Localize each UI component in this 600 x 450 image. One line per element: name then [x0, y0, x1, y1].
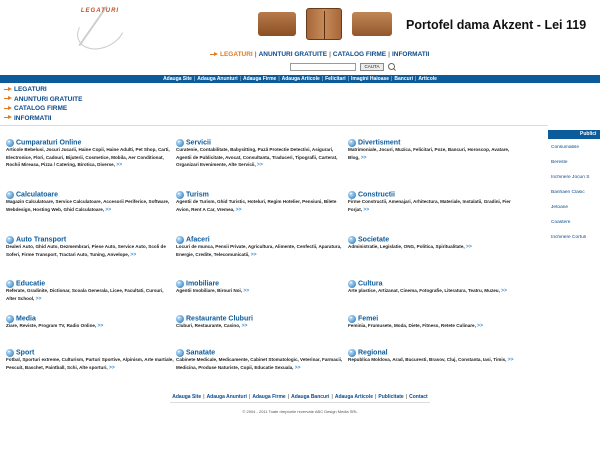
more-link[interactable]: >> — [465, 244, 472, 250]
category-title[interactable]: Servicii — [186, 139, 211, 147]
globe-icon — [348, 349, 356, 357]
globe-icon — [6, 236, 14, 244]
bluebar-adauga-articole[interactable]: Adauga Articole — [281, 76, 320, 82]
category-title[interactable]: Cultura — [358, 280, 383, 288]
separator: | — [248, 394, 251, 400]
globe-icon — [6, 280, 14, 288]
more-link[interactable]: >> — [477, 323, 484, 329]
more-link[interactable]: >> — [105, 206, 112, 213]
category-desc[interactable]: Agentii Imobiliare, Birouri Noi, — [176, 288, 243, 293]
globe-icon — [6, 139, 14, 147]
category-title[interactable]: Constructii — [358, 191, 395, 199]
separator: | — [347, 76, 349, 82]
globe-icon — [6, 349, 14, 357]
category-desc[interactable]: Magazin Calculatoare, Service Calculatoare, Accesorii Periferice, Software, Webdesign, Hosting Web, Ghid Calculatoare, — [6, 199, 170, 212]
globe-icon — [176, 280, 184, 288]
right-link[interactable]: Inchiriere Jocuri S — [551, 175, 590, 180]
separator: | — [278, 76, 280, 82]
arrow-icon — [210, 52, 219, 57]
globe-icon — [176, 315, 184, 323]
bluebar-bancuri[interactable]: Bancuri — [394, 76, 413, 82]
category-desc[interactable]: Administratie, Legislatie, ONG, Politica, Spiritualitate, — [348, 244, 465, 249]
globe-icon — [348, 191, 356, 199]
category-title[interactable]: Femei — [358, 315, 379, 323]
site-logo[interactable] — [70, 2, 130, 50]
more-link[interactable]: >> — [243, 288, 250, 294]
right-link[interactable]: Consumabile — [551, 145, 579, 150]
more-link[interactable]: >> — [235, 206, 242, 213]
topnav-informatii[interactable]: INFORMATII — [391, 51, 430, 58]
category-title[interactable]: Sport — [16, 349, 35, 357]
category-calculatoare — [6, 186, 174, 214]
search-input[interactable] — [290, 63, 356, 71]
bluebar-articole[interactable]: Articole — [418, 76, 437, 82]
separator: | — [321, 76, 324, 82]
separator: | — [391, 76, 393, 82]
leftnav-item-catalog[interactable] — [4, 105, 83, 115]
category-title[interactable]: Regional — [358, 349, 388, 357]
category-desc[interactable]: Curatenie, Contabilitate, Babysitting, Pază Protectie Detectivi, Asigurari, Agentii de Publicitate, Avocat, Consultanta, Traduceri, Tipografii, Carterat, Organizari Evenimente, Alte Servicii, — [176, 147, 338, 168]
category-afaceri — [176, 231, 344, 259]
category-desc[interactable]: Republica Moldova, Arad, Bucuresti, Brasov, Cluj, Constanta, Iasi, Timis, — [348, 357, 507, 362]
category-desc[interactable]: Fotbal, Sporturi extreme, Culturism, Parturi Sportive, Alpinism, Arte martiale, Pescuit, Baschet, Paintball, Schi, Alte sporturi, — [6, 357, 174, 370]
globe-icon — [6, 191, 14, 199]
category-desc[interactable]: Cabinete Medicale, Medicamente, Cabinet Stomatologic, Veterinar, Farmacii, Medicina, Produse Naturiste, Copii, Educatie Sexuala, — [176, 357, 343, 370]
right-column-list — [548, 145, 600, 241]
separator: | — [329, 51, 331, 58]
separator: | — [203, 394, 205, 400]
category-desc[interactable]: Agentii de Turism, Ghid Turistic, Hoteluri, Regim Hotelier, Pensiuni, Bilete Avion, Rent A Car, Vremea, — [176, 199, 337, 212]
category-restaurante — [176, 310, 344, 331]
search-icon[interactable] — [388, 63, 395, 70]
logo-text: LEGATURI — [80, 8, 120, 14]
topnav-anunturi[interactable]: ANUNTURI GRATUITE — [258, 51, 328, 58]
category-servicii — [176, 134, 344, 170]
promo-title[interactable]: Portofel dama Akzent - Lei 119 — [406, 18, 587, 32]
arrow-icon — [4, 87, 12, 92]
more-link[interactable]: >> — [97, 323, 104, 329]
bluebar-adauga-firme[interactable]: Adauga Firme — [242, 76, 277, 82]
category-title[interactable]: Media — [16, 315, 36, 323]
category-title[interactable]: Divertisment — [358, 139, 401, 147]
wallet-image-2[interactable] — [306, 8, 342, 40]
category-title[interactable]: Restaurante Cluburi — [186, 315, 253, 323]
category-cultura — [348, 275, 516, 296]
category-title[interactable]: Afaceri — [186, 236, 210, 244]
right-link[interactable]: Coastere — [551, 220, 571, 225]
globe-icon — [176, 191, 184, 199]
category-desc[interactable]: Feminia, Frumusete, Moda, Diete, Fitness, Retete Culinare, — [348, 323, 476, 328]
footer-adauga-firme[interactable]: Adauga Firme — [252, 394, 286, 400]
more-link[interactable]: >> — [363, 206, 370, 213]
category-auto-transport — [6, 231, 174, 259]
topnav-catalog[interactable]: CATALOG FIRME — [332, 51, 387, 58]
category-desc[interactable]: Arte plastice, Artizanat, Cinema, Fotografie, Literatura, Teatru, Muzeu, — [348, 288, 500, 293]
category-title[interactable]: Societate — [358, 236, 390, 244]
category-desc[interactable]: Ziare, Reviste, Program TV, Radio Online, — [6, 323, 97, 328]
category-societate — [348, 231, 516, 252]
blue-nav-bar — [0, 75, 600, 83]
category-desc[interactable]: Matrimoniale, Jocuri, Muzica, Felicitari, Poze, Bancuri, Horoscop, Avatare, Blog, — [348, 147, 510, 160]
separator: | — [193, 76, 196, 82]
right-link[interactable]: Jetoane — [551, 205, 569, 210]
category-regional — [348, 344, 516, 365]
separator: | — [405, 394, 408, 400]
footer-adauga-anunturi[interactable]: Adauga Anunturi — [206, 394, 247, 400]
divider — [0, 125, 548, 126]
category-title[interactable]: Turism — [186, 191, 209, 199]
right-link[interactable]: Bereste — [551, 160, 568, 165]
leftnav-item-legaturi[interactable] — [4, 86, 83, 96]
category-title[interactable]: Sanatate — [186, 349, 216, 357]
topnav-legaturi[interactable]: LEGATURI — [220, 51, 253, 58]
category-title[interactable]: Imobiliare — [186, 280, 220, 288]
category-desc[interactable]: Cluburi, Restaurante, Casino, — [176, 323, 241, 328]
category-desc[interactable]: Firme Constructii, Amenajari, Arhitectura, Materiale, Instalatii, Gradini, Fier Forjat, — [348, 199, 511, 212]
top-nav — [210, 51, 429, 58]
category-turism — [176, 186, 344, 214]
separator: | — [254, 51, 257, 58]
globe-icon — [176, 139, 184, 147]
arrow-icon — [4, 115, 12, 120]
separator: | — [388, 51, 390, 58]
category-educatie — [6, 275, 174, 303]
footer-publicitate[interactable]: Publicitate — [378, 394, 404, 400]
separator: | — [331, 394, 333, 400]
category-title[interactable]: Calculatoare — [16, 191, 59, 199]
category-desc[interactable]: Dealeri Auto, Ghid Auto, Dezmembrari, Piese Auto, Service Auto, Scoli de Soferi, Firme Transport, Tractari Auto, Tuning, Anvelope, — [6, 244, 166, 257]
category-media — [6, 310, 174, 331]
globe-icon — [176, 236, 184, 244]
globe-icon — [348, 236, 356, 244]
leftnav-item-informatii[interactable] — [4, 115, 83, 125]
category-imobiliare — [176, 275, 344, 296]
bluebar-felicitari[interactable]: Felicitari — [325, 76, 346, 82]
more-link[interactable]: >> — [501, 288, 508, 294]
footer-adauga-site[interactable]: Adauga Site — [172, 394, 202, 400]
category-desc[interactable]: Referate, Gradinite, Dictionar, Scoala Generala, Licee, Facultati, Cursuri, Alter School, — [6, 288, 164, 301]
arrow-icon — [4, 96, 12, 101]
leftnav-label: INFORMATII — [14, 114, 52, 122]
footer-contact[interactable]: Contact — [409, 394, 428, 400]
more-link[interactable]: >> — [507, 357, 514, 363]
bluebar-adauga-anunturi[interactable]: Adauga Anunturi — [197, 76, 238, 82]
leftnav-label: ANUNTURI GRATUITE — [14, 95, 83, 103]
bluebar-imagini-haioase[interactable]: Imagini Haioase — [350, 76, 390, 82]
leftnav-label: LEGATURI — [14, 86, 47, 93]
right-link[interactable]: Banhaeri Clasic — [551, 190, 585, 195]
globe-icon — [348, 139, 356, 147]
footer-nav — [0, 394, 600, 400]
category-desc[interactable]: Locuri de munca, Pensii Private, Agricultura, Alimente, Cenfectii, Aparatura, Energie, Credite, Telecomunicatii, — [176, 244, 342, 257]
leftnav-label: CATALOG FIRME — [14, 105, 68, 112]
category-title[interactable]: Educatie — [16, 280, 46, 288]
globe-icon — [348, 315, 356, 323]
more-link[interactable]: >> — [35, 295, 42, 302]
category-title[interactable]: Auto Transport — [16, 236, 67, 244]
category-constructii — [348, 186, 516, 214]
right-column-header: Publici — [548, 130, 600, 139]
more-link[interactable]: >> — [257, 162, 263, 169]
globe-icon — [6, 315, 14, 323]
more-link[interactable]: >> — [360, 154, 367, 161]
more-link[interactable]: >> — [250, 251, 257, 258]
leftnav-item-anunturi[interactable] — [4, 96, 83, 106]
footer-adauga-bancuri[interactable]: Adauga Bancuri — [291, 394, 330, 400]
category-desc[interactable]: Articole Bebelusi, Jocuri Jucarii, Haine Copii, Haine Adulti, Pet Shop, Carti, Electronice, Flori, Cadouri, Bijuterii, Cosmetice, Mobila, Aer Conditionat, Rochii Mireasa, Pizza / Catering, Birotica, Diverse, — [6, 147, 170, 168]
category-cumparaturi — [6, 134, 174, 170]
right-link[interactable]: Inchiriere Cortuli — [551, 235, 586, 240]
left-nav — [4, 86, 83, 124]
separator: | — [375, 394, 377, 400]
search-button[interactable]: CAUTA — [360, 63, 384, 71]
more-link[interactable]: >> — [241, 323, 248, 329]
category-sport — [6, 344, 174, 372]
more-link[interactable]: >> — [116, 162, 123, 169]
more-link[interactable]: >> — [108, 364, 115, 371]
category-femei — [348, 310, 516, 331]
footer-divider — [170, 402, 430, 403]
right-column — [548, 130, 600, 250]
bluebar-adauga-site[interactable]: Adauga Site — [163, 76, 192, 82]
category-sanatate — [176, 344, 344, 372]
footer-adauga-articole[interactable]: Adauga Articole — [334, 394, 373, 400]
separator: | — [287, 394, 290, 400]
separator: | — [239, 76, 241, 82]
wallet-image-1[interactable] — [258, 12, 296, 36]
wallet-image-3[interactable] — [352, 12, 392, 36]
category-divertisment — [348, 134, 516, 162]
globe-icon — [176, 349, 184, 357]
separator: | — [415, 76, 417, 82]
arrow-icon — [4, 106, 12, 111]
more-link[interactable]: >> — [294, 364, 301, 371]
category-title[interactable]: Cumparaturi Online — [16, 139, 82, 147]
copyright: © 2004 - 2011 Toate drepturile rezervate ABC Design Media SRL — [242, 409, 358, 414]
globe-icon — [348, 280, 356, 288]
more-link[interactable]: >> — [130, 251, 137, 258]
